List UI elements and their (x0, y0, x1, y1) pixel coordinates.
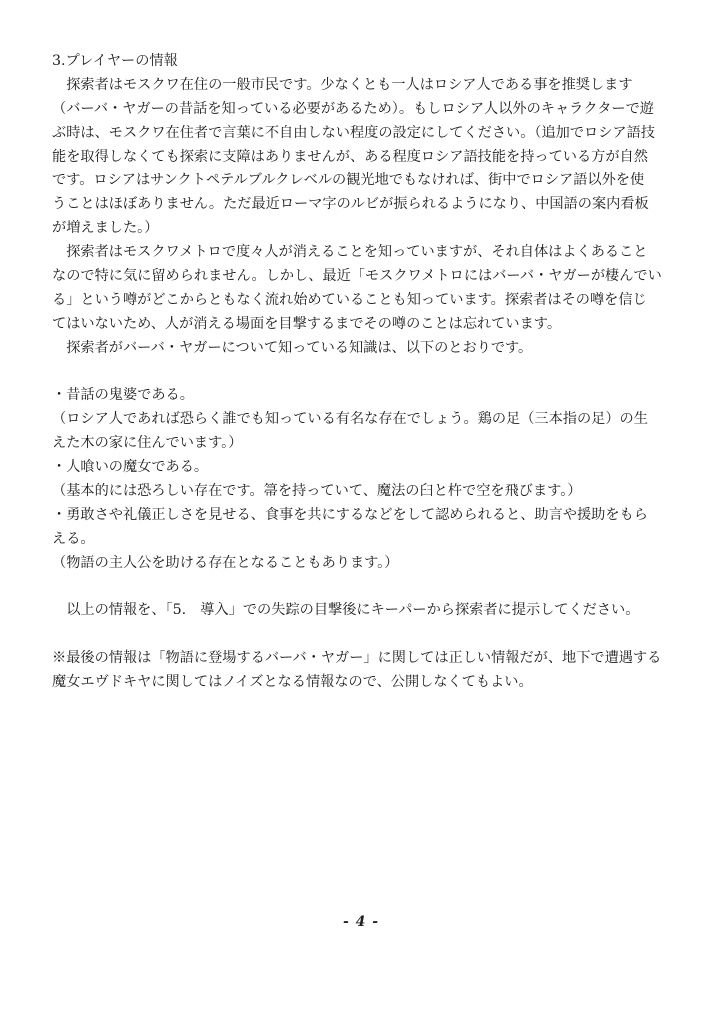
note-line: ※最後の情報は「物語に登場するバーバ・ヤガー」に関しては正しい情報だが、地下で遭遇する (52, 650, 662, 667)
paragraph-line: 能を取得しなくても探索に支障はありませんが、ある程度ロシア語技能を持っている方が自然 (52, 148, 648, 165)
list-item-note: （ロシア人であれば恐らく誰でも知っている有名な存在でしょう。鶏の足（三本指の足）の生 (52, 411, 648, 428)
paragraph-line: です。ロシアはサンクトペテルブルクレベルの観光地でもなければ、街中でロシア語以外を使 (52, 172, 645, 189)
paragraph-line: が増えました。） (52, 220, 159, 237)
paragraph-line: うことはほぼありません。ただ最近ローマ字のルビが振られるようになり、中国語の案内看板 (52, 196, 649, 213)
list-item: える。 (52, 530, 95, 547)
section-title: 3.プレイヤーの情報 (52, 53, 178, 69)
paragraph-line: なので特に気に留められません。しかし、最近「モスクワメトロにはバーバ・ヤガーが棲んでい (52, 268, 662, 285)
paragraph-line: 探索者はモスクワメトロで度々人が消えることを知っていますが、それ自体はよくあること (52, 244, 648, 261)
list-item: ・昔話の鬼婆である。 (52, 387, 194, 404)
document-body (52, 50, 676, 695)
paragraph-line: てはいないため、人が消える場面を目撃するまでその噂のことは忘れています。 (52, 315, 562, 332)
list-item-note: えた木の家に住んでいます。） (52, 435, 243, 452)
note-line: 魔女エヴドキヤに関してはノイズとなる情報なので、公開しなくてもよい。 (52, 674, 533, 691)
blank-line (52, 623, 676, 647)
blank-line (52, 576, 676, 600)
list-item-note: （物語の主人公を助ける存在となることもあります。） (52, 554, 399, 571)
paragraph-line: （バーバ・ヤガーの昔話を知っている必要があるため）。もしロシア人以外のキャラクターで遊 (52, 100, 654, 117)
list-item: ・人喰いの魔女である。 (52, 459, 209, 476)
list-item-note: （基本的には恐ろしい存在です。箒を持っていて、魔法の臼と杵で空を飛びます。） (52, 483, 582, 500)
instruction-line: 以上の情報を、「5. 導入」での失踪の目撃後にキーパーから探索者に提示してください。 (52, 602, 640, 619)
list-item: ・勇敢さや礼儀正しさを見せる、食事を共にするなどをして認められると、助言や援助をもら (52, 506, 648, 523)
paragraph-line: ぶ時は、モスクワ在住者で言葉に不自由しない程度の設定にしてください。（追加でロシア語技 (52, 124, 655, 141)
paragraph-line: 探索者はモスクワ在住の一般市民です。少なくとも一人はロシア人である事を推奨します (52, 76, 633, 93)
paragraph-line: る」という噂がどこからともなく流れ始めていることも知っています。探索者はその噂を信じ (52, 291, 647, 308)
blank-line (52, 361, 676, 385)
page-number: - 4 - (342, 914, 380, 930)
paragraph-line: 探索者がバーバ・ヤガーについて知っている知識は、以下のとおりです。 (52, 339, 533, 356)
